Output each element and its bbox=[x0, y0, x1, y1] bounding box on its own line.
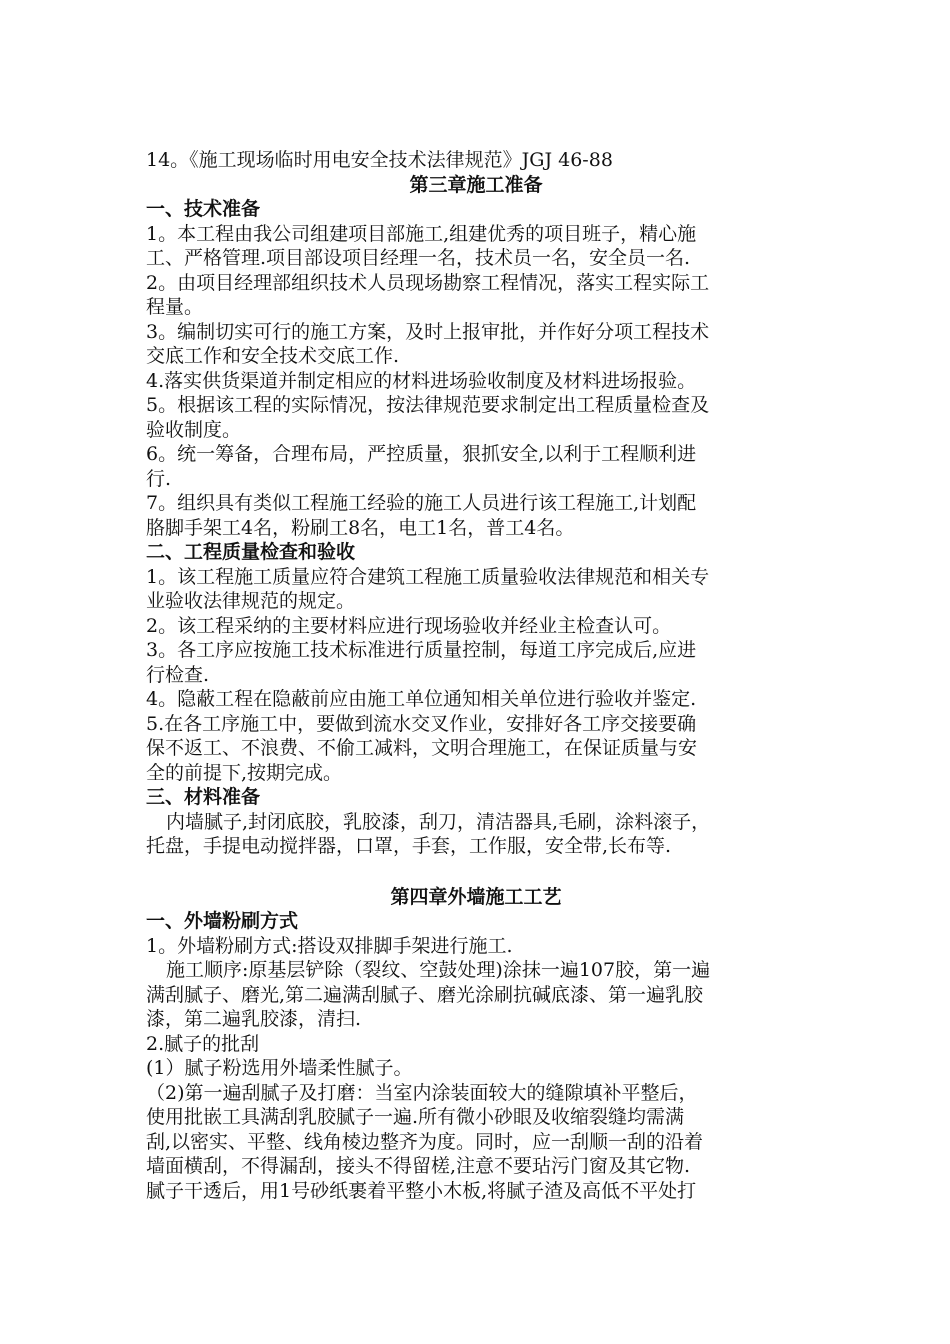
text-line: 行检查. bbox=[146, 663, 210, 686]
text-line: 5.在各工序施工中，要做到流水交叉作业，安排好各工序交接要确 bbox=[146, 712, 697, 735]
text-line: 2。由项目经理部组织技术人员现场勘察工程情况，落实工程实际工 bbox=[146, 271, 710, 294]
text-line: 交底工作和安全技术交底工作. bbox=[146, 345, 400, 367]
text-line: 保不返工、不浪费、不偷工减料，文明合理施工，在保证质量与安 bbox=[146, 737, 698, 759]
text-line: 4.落实供货渠道并制定相应的材料进场验收制度及材料进场报验。 bbox=[146, 369, 697, 392]
section-heading: 三、材料准备 bbox=[146, 786, 261, 808]
text-line: 行. bbox=[146, 467, 172, 490]
text-line: 内墙腻子,封闭底胶，乳胶漆，刮刀，清洁器具,毛刷，涂料滚子， bbox=[166, 810, 711, 833]
document-body bbox=[146, 148, 806, 1203]
text-line: 墙面横刮，不得漏刮，接头不得留槎,注意不要玷污门窗及其它物. bbox=[146, 1155, 691, 1177]
text-line: 4。隐蔽工程在隐蔽前应由施工单位通知相关单位进行验收并鉴定. bbox=[146, 688, 697, 710]
text-line: 业验收法律规范的规定。 bbox=[146, 590, 356, 612]
text-line: 验收制度。 bbox=[146, 418, 242, 441]
text-line: 全的前提下,按期完成。 bbox=[146, 761, 343, 784]
text-line: 使用批嵌工具满刮乳胶腻子一遍.所有微小砂眼及收缩裂缝均需满 bbox=[146, 1106, 685, 1128]
text-line: 胳脚手架工4名，粉刷工8名，电工1名，普工4名。 bbox=[146, 516, 575, 539]
chapter-title: 第三章施工准备 bbox=[409, 173, 543, 196]
text-line: (1）腻子粉选用外墙柔性腻子。 bbox=[146, 1057, 413, 1079]
text-line: 7。组织具有类似工程施工经验的施工人员进行该工程施工,计划配 bbox=[146, 492, 697, 514]
chapter-title: 第四章外墙施工工艺 bbox=[390, 885, 562, 908]
text-line: 1。本工程由我公司组建项目部施工,组建优秀的项目班子，精心施 bbox=[146, 222, 697, 245]
text-line: 2.腻子的批刮 bbox=[146, 1032, 260, 1055]
text-line: 3。编制切实可行的施工方案，及时上报审批，并作好分项工程技术 bbox=[146, 320, 710, 343]
text-line: 刮,以密实、平整、线角棱边整齐为度。同时，应一刮顺一刮的沿着 bbox=[146, 1130, 704, 1153]
text-line: 3。各工序应按施工技术标准进行质量控制，每道工序完成后,应进 bbox=[146, 639, 697, 661]
text-line: 腻子干透后，用1号砂纸裹着平整小木板,将腻子渣及高低不平处打 bbox=[146, 1179, 697, 1202]
text-line: 1。该工程施工质量应符合建筑工程施工质量验收法律规范和相关专 bbox=[146, 565, 710, 588]
text-line: 施工顺序:原基层铲除（裂纹、空鼓处理)涂抹一遍107胶，第一遍 bbox=[166, 959, 711, 981]
spacer bbox=[146, 859, 806, 885]
section-heading: 一、外墙粉刷方式 bbox=[146, 910, 299, 932]
text-line: 2。该工程采纳的主要材料应进行现场验收并经业主检查认可。 bbox=[146, 614, 672, 637]
text-line: 1。外墙粉刷方式:搭设双排脚手架进行施工. bbox=[146, 934, 513, 957]
text-line: （2)第一遍刮腻子及打磨：当室内涂装面较大的缝隙填补平整后， bbox=[146, 1081, 698, 1104]
text-line: 程量。 bbox=[146, 296, 204, 318]
text-line: 14。《施工现场临时用电安全技术法律规范》JGJ 46-88 bbox=[146, 149, 613, 171]
section-heading: 二、工程质量检查和验收 bbox=[146, 541, 356, 563]
text-line: 工、严格管理.项目部设项目经理一名，技术员一名，安全员一名. bbox=[146, 247, 691, 269]
text-line: 托盘，手提电动搅拌器，口罩，手套，工作服，安全带,长布等. bbox=[146, 835, 672, 857]
text-line: 6。统一筹备，合理布局，严控质量，狠抓安全,以利于工程顺利进 bbox=[146, 443, 697, 465]
text-line: 漆，第二遍乳胶漆，清扫. bbox=[146, 1008, 362, 1030]
text-line: 满刮腻子、磨光,第二遍满刮腻子、磨光涂刷抗碱底漆、第一遍乳胶 bbox=[146, 983, 704, 1006]
text-line: 5。根据该工程的实际情况，按法律规范要求制定出工程质量检查及 bbox=[146, 394, 710, 416]
section-heading: 一、技术准备 bbox=[146, 198, 261, 220]
